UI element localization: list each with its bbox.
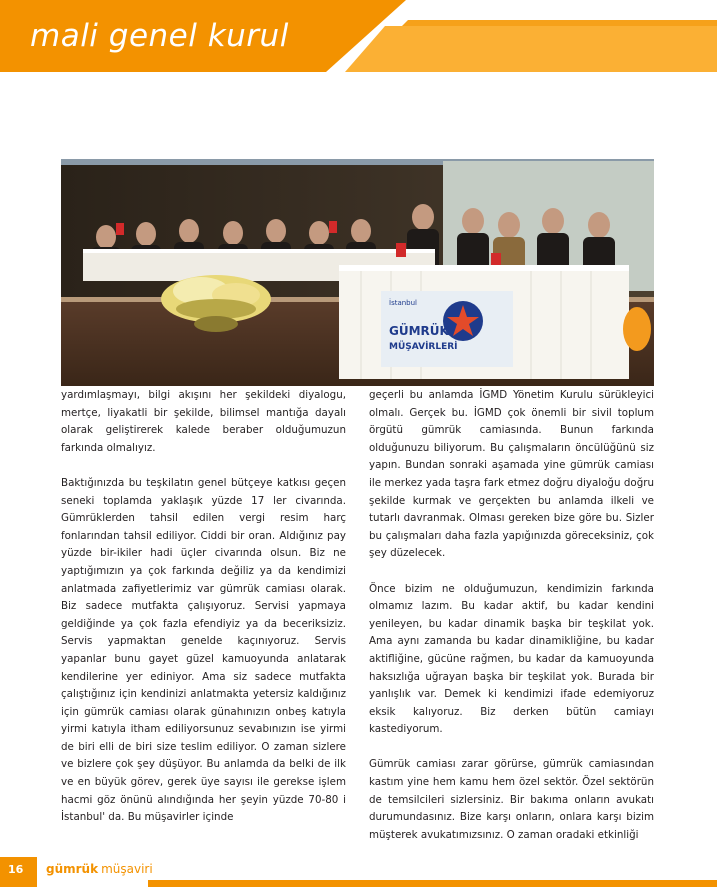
- banner-text-city: İstanbul: [389, 299, 418, 307]
- header-divider-shape: [402, 20, 717, 26]
- header-secondary-shape: [345, 26, 717, 72]
- footer-brand: [46, 862, 153, 876]
- banner-text-musavirleri: MÜŞAVİRLERİ: [389, 342, 458, 352]
- section-title: mali genel kurul: [30, 18, 289, 54]
- left-paragraph-2: Baktığınızda bu teşkilatın genel bütçeye katkısı geçen seneki toplamda yaklaşık yüzde 17 ler civarında. Gümrüklerden tahsil edilen vergi resim harç fonlarından tahsil ediliyor. Ciddi bir oran. Aldığınız pay yüzde bir-ikiler hadi üçler civarında olsun. Biz ne yaptığımızın ya çok farkında değiliz ya da kendimizi anlatmada zafiyetlerimiz var gümrük camiası olarak. Biz sadece mutfakta çalışıyoruz. Servisi yapmaya geldiğinde ya çok fazla efendiyiz ya da beceriksiziz. Servis yapmaktan genelde kaçınıyoruz. Servis yapanlar bunu gayet güzel kamuoyunda anlatarak kendilerine yer ediniyor. Ama siz sadece mutfakta çalıştığınız için kendinizi anlatmakta yetersiz kaldığınız için gümrük camiası olarak günahınızın onbeş katıyla yirmi katıyla itham ediliyorsunuz sevabınızın ise yirmi de biri elli de biri size teslim ediliyor. O zaman sizlere ve bizlere çok şey düşüyor. Bu anlamda da belki de ilk ve en büyük görev, gerek üye sayısı ile gerekse işlem hacmi göz önünü alındığında her şeyin yüzde 70-80 i İstanbul' da. Bu müşavirler içinde: [61, 476, 346, 824]
- footer-bar: [148, 880, 717, 887]
- brand-musaviri: müşaviri: [101, 862, 153, 876]
- conference-photo-illustration: [61, 159, 654, 386]
- page-number-box: [0, 857, 37, 887]
- right-paragraph-2: Önce bizim ne olduğumuzun, kendimizin farkında olmamız lazım. Bu kadar aktif, bu kadar kendini yenileyen, bu kadar dinamik başka bir teşkilat yok. Ama aynı zamanda bu kadar dinamikliğine, bu kadar aktifliğine, gücüne rağmen, bu kadar da kamuoyunda haksızlığa uğrayan başka bir teşkilat yok. Burada bir yanlışlık var. Demek ki kendimizi ifade edemiyoruz eksik kalıyoruz. Biz derken bütün camiayı kastediyorum.: [369, 582, 654, 736]
- right-column: [369, 387, 654, 862]
- brand-gumruk: gümrük: [46, 862, 99, 876]
- left-column: [61, 387, 346, 844]
- left-paragraph-1: yardımlaşmayı, bilgi akışını her şekildeki diyalogu, mertçe, liyakatli bir şekilde, bilimsel mantığa dayalı olarak geliştirerek kalede beraber olduğumuzun farkında olmalıyız.: [61, 389, 346, 454]
- page-number: 16: [8, 863, 24, 876]
- right-paragraph-1: geçerli bu anlamda İGMD Yönetim Kurulu sürükleyici olmalı. Gerçek bu. İGMD çok önemli bir sivil toplum örgütü gümrük camiasında. Bunun farkında olduğunuzu biliyorum. Bu çalışmaların öncülüğünü siz yapın. Bundan sonraki aşamada yine gümrük camiası ile merkez yada taşra fark etmez doğru diyaloğu doğru şekilde kurmak ve gerçekten bu anlamda ilkeli ve tutarlı davranmak. Olması gereken bize göre bu. Sizler bu çalışmaları daha fazla yapığınızda göreceksiniz, çok şey düzelecek.: [369, 389, 654, 560]
- conference-photo: [61, 159, 654, 386]
- banner-text-gumruk: GÜMRÜK: [389, 324, 449, 338]
- header-band: [0, 0, 717, 72]
- right-paragraph-3: Gümrük camiası zarar görürse, gümrük camiasından kastım yine hem kamu hem özel sektör. Özel sektörün de temsilcileri sizlersiniz. Bir bakıma onların avukatı durumundasınız. Bize karşı onların, onlara karşı bizim müşterek avukatımızsınız. O zaman oradaki etkinliği: [369, 758, 654, 841]
